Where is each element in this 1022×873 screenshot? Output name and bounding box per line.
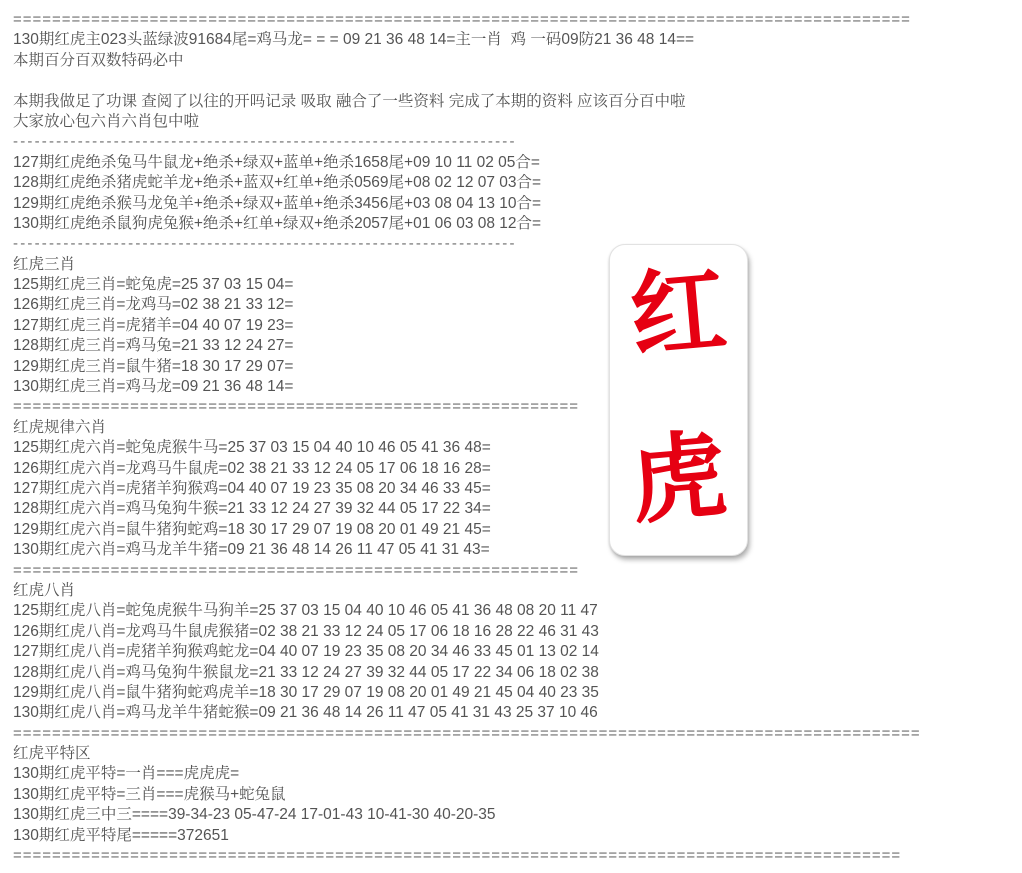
pingte-row: 130期红虎平特=三肖===虎猴马+蛇兔鼠 xyxy=(13,785,286,803)
liuxiao-row: 130期红虎六肖=鸡马龙羊牛猪=09 21 36 48 14 26 11 47 05 41 31 43= xyxy=(13,541,490,559)
liuxiao-row: 128期红虎六肖=鸡马兔狗牛猴=21 33 12 24 27 39 32 44 05 17 22 34= xyxy=(13,500,491,518)
liuxiao-row: 125期红虎六肖=蛇兔虎猴牛马=25 37 03 15 04 40 10 46 05 41 36 48= xyxy=(13,439,491,457)
juesha-row: 130期红虎绝杀鼠狗虎兔猴+绝杀+红单+绿双+绝杀2057尾+01 06 03 08 12合= xyxy=(13,214,542,232)
sanxiao-row: 130期红虎三肖=鸡马龙=09 21 36 48 14= xyxy=(13,378,294,396)
separator-top: ============================================================================================ xyxy=(13,11,911,28)
intro-text: 本期我做足了功课 查阅了以往的开吗记录 吸取 融合了一些资料 完成了本期的资料 应该百分百中啦 xyxy=(13,92,686,110)
separator-full: ============================================================================================= xyxy=(13,724,921,742)
baxiao-row: 129期红虎八肖=鼠牛猪狗蛇鸡虎羊=18 30 17 29 07 19 08 20 01 49 21 45 04 40 23 35 xyxy=(13,683,599,701)
juesha-row: 129期红虎绝杀猴马龙兔羊+绝杀+绿双+蓝单+绝杀3456尾+03 08 04 13 10合= xyxy=(13,194,542,212)
blank-line xyxy=(13,71,1013,91)
headline-main-pick: 130期红虎主023头蓝绿波91684尾=鸡马龙= = = 09 21 36 48 14=主一肖 鸡 一码09防21 36 48 14== xyxy=(13,31,695,49)
sanxiao-row: 128期红虎三肖=鸡马兔=21 33 12 24 27= xyxy=(13,337,294,355)
baxiao-row: 130期红虎八肖=鸡马龙羊牛猪蛇猴=09 21 36 48 14 26 11 47 05 41 31 43 25 37 10 46 xyxy=(13,704,598,722)
sanxiao-row: 125期红虎三肖=蛇兔虎=25 37 03 15 04= xyxy=(13,276,294,294)
baxiao-row: 125期红虎八肖=蛇兔虎猴牛马狗羊=25 37 03 15 04 40 10 46 05 41 36 48 08 20 11 47 xyxy=(13,602,598,620)
juesha-row: 128期红虎绝杀猪虎蛇羊龙+绝杀+蓝双+红单+绝杀0569尾+08 02 12 07 03合= xyxy=(13,174,542,192)
baxiao-row: 127期红虎八肖=虎猪羊狗猴鸡蛇龙=04 40 07 19 23 35 08 20 34 46 33 45 01 13 02 14 xyxy=(13,643,599,661)
separator-mid-2: ========================================================== xyxy=(13,561,580,579)
sanxiao-section-title: 红虎三肖 xyxy=(13,255,76,273)
baxiao-row: 128期红虎八肖=鸡马兔狗牛猴鼠龙=21 33 12 24 27 39 32 44 05 17 22 34 06 18 02 38 xyxy=(13,663,599,681)
separator-dash-2: ---------------------------------------------------------------------- xyxy=(13,235,517,253)
baxiao-section-title: 红虎八肖 xyxy=(13,581,76,599)
juesha-row: 127期红虎绝杀兔马牛鼠龙+绝杀+绿双+蓝单+绝杀1658尾+09 10 11 02 05合= xyxy=(13,153,540,171)
headline-promise: 本期百分百双数特码必中 xyxy=(13,51,184,69)
sanxiao-row: 129期红虎三肖=鼠牛猪=18 30 17 29 07= xyxy=(13,357,294,375)
separator-dash-1: ---------------------------------------------------------------------- xyxy=(13,133,517,151)
liuxiao-section-title: 红虎规律六肖 xyxy=(13,418,107,436)
pingte-row: 130期红虎三中三====39-34-23 05-47-24 17-01-43 10-41-30 40-20-35 xyxy=(13,806,496,824)
badge-char-hu: 虎 xyxy=(626,422,731,536)
liuxiao-row: 129期红虎六肖=鼠牛猪狗蛇鸡=18 30 17 29 07 19 08 20 01 49 21 45= xyxy=(13,520,491,538)
intro-text-2: 大家放心包六肖六肖包中啦 xyxy=(13,112,200,130)
badge-char-hong: 红 xyxy=(626,257,731,371)
liuxiao-row: 127期红虎六肖=虎猪羊狗猴鸡=04 40 07 19 23 35 08 20 34 46 33 45= xyxy=(13,479,491,497)
pingte-row: 130期红虎平特=一肖===虎虎虎= xyxy=(13,765,240,783)
sanxiao-row: 127期红虎三肖=虎猪羊=04 40 07 19 23= xyxy=(13,316,294,334)
pingte-section-title: 红虎平特区 xyxy=(13,745,91,763)
pingte-row: 130期红虎平特尾=====372651 xyxy=(13,826,229,844)
separator-mid-1: ========================================================== xyxy=(13,398,580,416)
red-tiger-badge xyxy=(609,244,748,556)
text-column xyxy=(13,10,1013,866)
liuxiao-row: 126期红虎六肖=龙鸡马牛鼠虎=02 38 21 33 12 24 05 17 06 18 16 28= xyxy=(13,459,491,477)
sanxiao-row: 126期红虎三肖=龙鸡马=02 38 21 33 12= xyxy=(13,296,294,314)
separator-bottom: =========================================================================================== xyxy=(13,847,902,865)
baxiao-row: 126期红虎八肖=龙鸡马牛鼠虎猴猪=02 38 21 33 12 24 05 17 06 18 16 28 22 46 31 43 xyxy=(13,622,599,640)
